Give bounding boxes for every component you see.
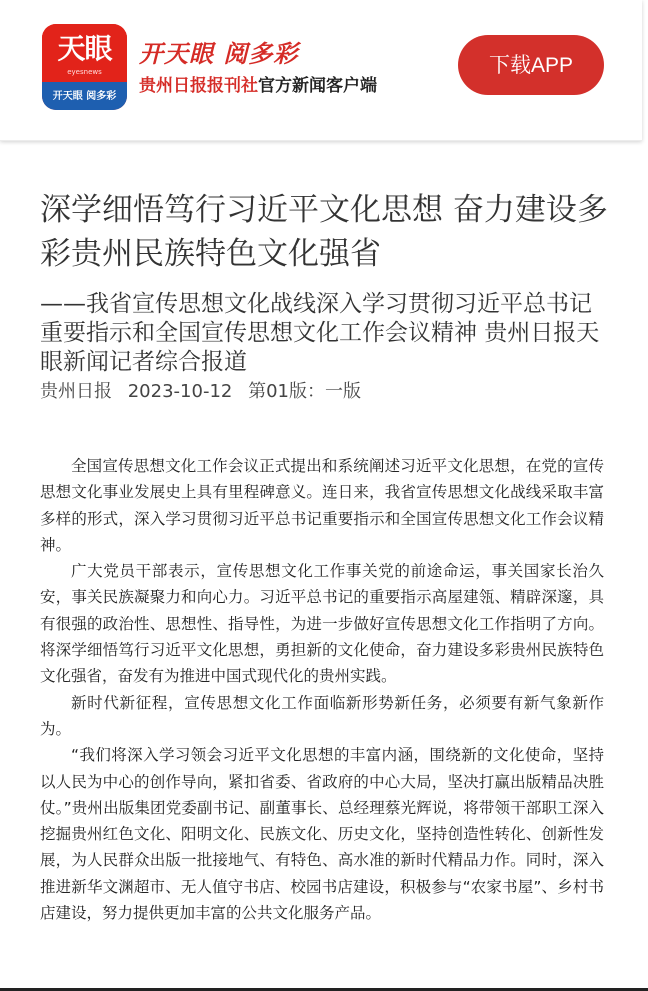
download-app-button[interactable]: 下载APP — [458, 35, 604, 95]
banner-tagline — [139, 71, 377, 96]
article-subtitle: ——我省宣传思想文化战线深入学习贯彻习近平总书记重要指示和全国宣传思想文化工作会议精神 贵州日报天眼新闻记者综合报道 — [40, 291, 600, 375]
article-meta — [40, 377, 371, 403]
article-edition: 第01版：一版 — [248, 381, 361, 402]
tagline-description: 官方新闻客户端 — [258, 76, 377, 96]
article-paragraph: “我们将深入学习领会习近平文化思想的丰富内涵，围绕新的文化使命，坚持以人民为中心的创作导向，紧扣省委、省政府的中心大局，坚决打赢出版精品决胜仗。”贵州出版集团党委副书记、副董事长、总经理蔡光辉说，将带领干部职工深入挖掘贵州红色文化、阳明文化、民族文化、历史文化，坚持创造性转化、创新性发展，为人民群众出版一批接地气、有特色、高水准的新时代精品力作。同时，深入推进新华文渊超市、无人值守书店、校园书店建设，积极参与“农家书屋”、乡村书店建设，努力提供更加丰富的公共文化服务产品。 — [40, 746, 604, 923]
logo-subtext: eyesnews — [67, 68, 102, 76]
article-paragraph: 广大党员干部表示，宣传思想文化工作事关党的前途命运，事关国家长治久安，事关民族凝聚力和向心力。习近平总书记的重要指示高屋建瓴、精辟深邃，具有很强的政治性、思想性、指导性，为进一步做好宣传思想文化工作指明了方向。将深学细悟笃行习近平文化思想，勇担新的文化使命，奋力建设多彩贵州民族特色文化强省，奋发有为推进中国式现代化的贵州实践。 — [40, 562, 604, 686]
app-logo[interactable] — [42, 24, 127, 110]
article-paragraph: 全国宣传思想文化工作会议正式提出和系统阐述习近平文化思想，在党的宣传思想文化事业发展史上具有里程碑意义。连日来，我省宣传思想文化战线采取丰富多样的形式，深入学习贯彻习近平总书记重要指示和全国宣传思想文化工作会议精神。 — [40, 457, 604, 554]
banner-slogan: 开天眼 阅多彩 — [139, 40, 299, 68]
article-title: 深学细悟笃行习近平文化思想 奋力建设多彩贵州民族特色文化强省 — [40, 192, 608, 272]
article-paragraph: 新时代新征程，宣传思想文化工作面临新形势新任务，必须要有新气象新作为。 — [40, 693, 604, 738]
logo-slogan: 开天眼 阅多彩 — [42, 82, 127, 110]
tagline-publisher: 贵州日报报刊社 — [139, 76, 258, 96]
app-download-banner — [0, 0, 642, 141]
article-body — [40, 453, 604, 926]
logo-wordmark: 天眼 — [42, 24, 127, 82]
article-date: 2023-10-12 — [127, 381, 233, 402]
article-source: 贵州日报 — [40, 381, 112, 402]
